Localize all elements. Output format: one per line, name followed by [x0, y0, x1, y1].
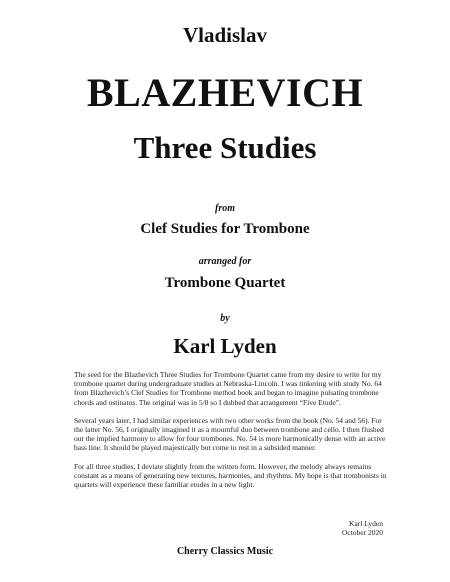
- signature-name: Karl Lyden: [349, 519, 383, 528]
- arranger-name: Karl Lyden: [173, 334, 277, 358]
- notes-paragraph: The seed for the Blazhevich Three Studies for Trombone Quartet came from my desire to write for my trombone quartet during undergraduate studies at Nebraska-Lincoln. I was tinkering with study No. 64 from Blazhevich’s Clef Studies for Trombone method book and began to imagine pulsating trombone chords and ostinatos. The original was in 5/8 so I dubbed that arrangement “Five Etude”.: [74, 370, 382, 407]
- notes-paragraph: Several years later, I had similar experiences with two other works from the book (No. 54 and 56). For the latter No. 56, I originally imagined it as a mournful duo between trombone and cello. I then flushed out the implied harmony to allow for four trombones. No. 54 is more harmonically dense with an active bass line. It should be played majestically but come to rest in a subsided manner.: [74, 415, 386, 453]
- composer-last-name: BLAZHEVICH: [86, 70, 364, 115]
- publisher-name: Cherry Classics Music: [176, 546, 274, 557]
- arranged-for-label: arranged for: [198, 256, 252, 267]
- notes-paragraph: For all three studies, I deviate slightly from the written form. However, the melody always remains constant as a means of generating new textures, harmonies, and rhythms. My hope is that trombonists in quartets will experience these familiar etudes in a new light.: [74, 461, 387, 490]
- program-notes: [74, 370, 388, 498]
- signature-block: [342, 519, 383, 537]
- ensemble-name: Trombone Quartet: [164, 275, 286, 291]
- composer-first-name: Vladislav: [182, 23, 268, 47]
- signature-date: October 2020: [341, 528, 383, 538]
- from-label: from: [215, 203, 235, 214]
- by-label: by: [220, 313, 230, 324]
- work-title: Three Studies: [133, 130, 317, 165]
- source-book-title: Clef Studies for Trombone: [140, 221, 310, 237]
